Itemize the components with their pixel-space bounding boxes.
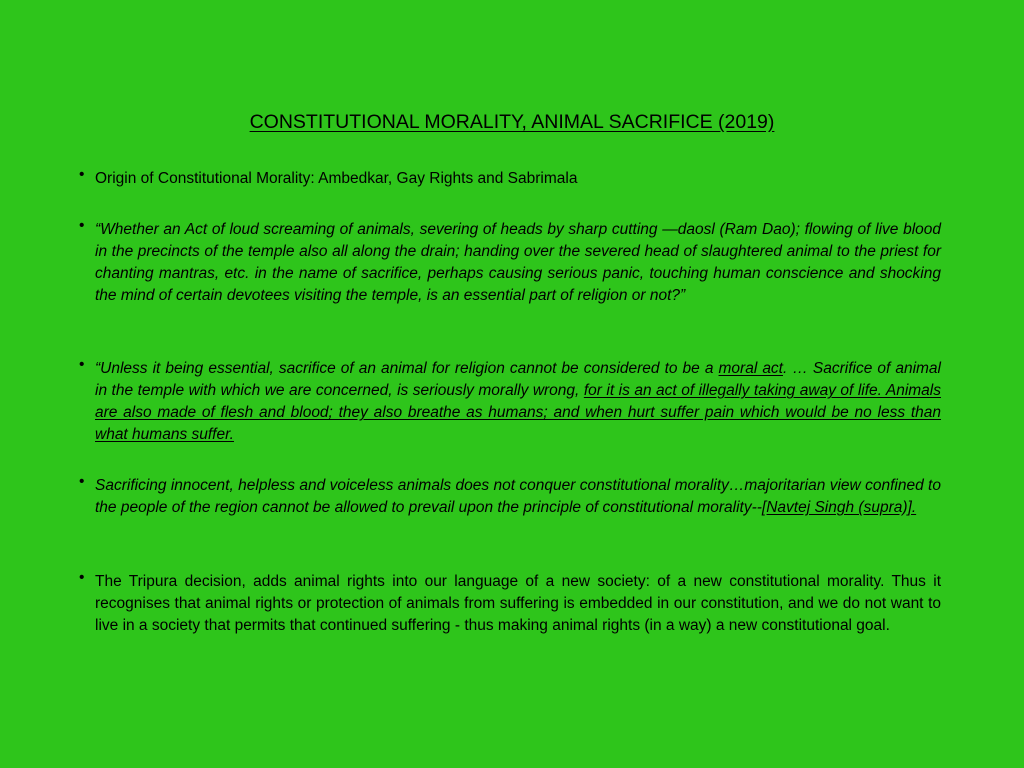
- bullet-text: [95, 358, 941, 446]
- bullet-tripura: [79, 571, 941, 637]
- bullet-sacrificing: [79, 475, 941, 519]
- bullet-text-part: Sacrificing innocent, helpless and voiceless animals does not conquer constitutional morality…majoritarian view confined to the people of the region cannot be allowed to prevail upon the principle of constitutional morality--: [95, 477, 941, 516]
- bullet-text: “Whether an Act of loud screaming of animals, severing of heads by sharp cutting ―daosl (Ram Dao); flowing of live blood in the precincts of the temple also all along the drain; handing over the severed head of slaughtered animal to the priest for chanting mantras, etc. in the name of sacrifice, perhaps causing serious panic, touching human conscience and shocking the mind of certain devotees visiting the temple, is an essential part of religion or not?”: [95, 221, 941, 304]
- bullet-text-part: . … Sacrifice of animal in the temple with which we are concerned, is seriously morally wrong,: [95, 360, 941, 399]
- bullet-text: Origin of Constitutional Morality: Ambedkar, Gay Rights and Sabrimala: [95, 170, 578, 187]
- bullet-text: The Tripura decision, adds animal rights into our language of a new society: of a new constitutional morality. Thus it recognises that animal rights or protection of animals from suffering is embedded in our constitution, and we do not want to live in a society that permits that continued suffering - thus making animal rights (in a way) a new constitutional goal.: [95, 573, 941, 634]
- bullet-question: [79, 219, 941, 307]
- bullet-text: [95, 475, 941, 519]
- bullet-dot-icon: •: [79, 356, 85, 373]
- slide-title: CONSTITUTIONAL MORALITY, ANIMAL SACRIFICE (2019): [249, 111, 775, 133]
- bullet-text-underlined: for it is an act of illegally taking away of life. Animals are also made of flesh and blood; they also breathe as humans; and when hurt suffer pain which would be no less than what humans suffer.: [95, 382, 941, 443]
- bullet-text-underlined: moral act: [718, 360, 783, 377]
- bullet-dot-icon: •: [79, 473, 85, 490]
- bullet-unless-essential: [79, 358, 941, 446]
- bullet-citation: [Navtej Singh (supra)].: [761, 499, 917, 516]
- bullet-dot-icon: •: [79, 569, 85, 586]
- bullet-origin: [79, 168, 941, 190]
- bullet-text-part: “Unless it being essential, sacrifice of an animal for religion cannot be considered to be a: [95, 360, 719, 377]
- bullet-dot-icon: •: [79, 217, 85, 234]
- bullet-dot-icon: •: [79, 166, 85, 183]
